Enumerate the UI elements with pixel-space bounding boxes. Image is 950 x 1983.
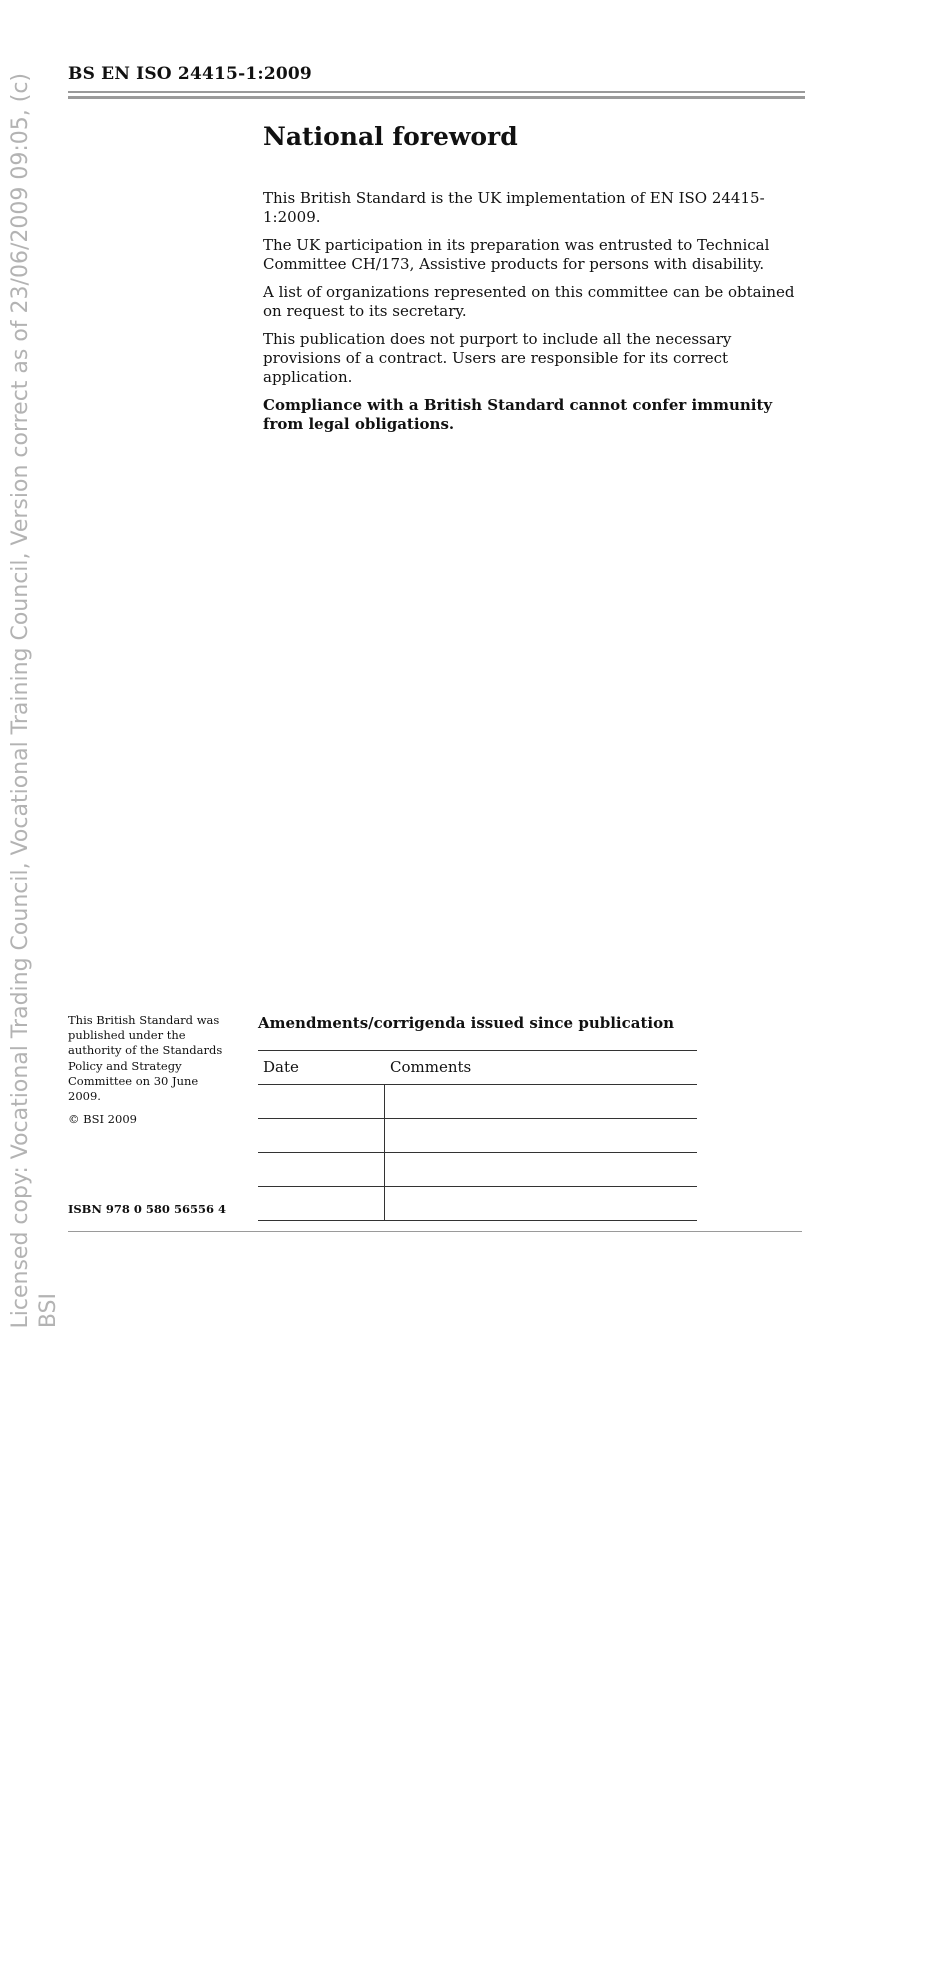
foreword-body bbox=[263, 189, 803, 443]
foreword-paragraph: A list of organizations represented on this committee can be obtained on request to its secretary. bbox=[263, 283, 795, 320]
publication-note bbox=[68, 1013, 233, 1135]
foreword-paragraph: The UK participation in its preparation was entrusted to Technical Committee CH/173, Assistive products for persons with disability. bbox=[263, 236, 770, 273]
date-cell bbox=[258, 1187, 385, 1220]
comments-cell bbox=[385, 1085, 697, 1118]
footer-rule bbox=[68, 1231, 802, 1232]
publication-authority-text: This British Standard was published under the authority of the Standards Policy and Strategy Committee on 30 June 2009. bbox=[68, 1013, 223, 1104]
amendments-body bbox=[258, 1085, 697, 1221]
table-row bbox=[258, 1187, 697, 1221]
copyright-text: © BSI 2009 bbox=[68, 1112, 137, 1127]
table-row bbox=[258, 1119, 697, 1153]
foreword-paragraph: This publication does not purport to include all the necessary provisions of a contract. Users are responsible for its correct application. bbox=[263, 330, 732, 386]
column-header-date: Date bbox=[263, 1058, 299, 1076]
table-row bbox=[258, 1085, 697, 1119]
license-watermark bbox=[6, 18, 62, 1328]
date-cell bbox=[258, 1153, 385, 1186]
document-id: BS EN ISO 24415-1:2009 bbox=[68, 64, 312, 84]
isbn: ISBN 978 0 580 56556 4 bbox=[68, 1202, 226, 1216]
comments-cell bbox=[385, 1153, 697, 1186]
amendments-table bbox=[258, 1050, 697, 1221]
header-rule bbox=[68, 91, 805, 93]
table-row bbox=[258, 1153, 697, 1187]
column-header-comments: Comments bbox=[390, 1058, 472, 1076]
amendments-title: Amendments/corrigenda issued since publication bbox=[258, 1014, 674, 1032]
header-rule-thick bbox=[68, 96, 805, 99]
comments-cell bbox=[385, 1119, 697, 1152]
comments-cell bbox=[385, 1187, 697, 1220]
foreword-paragraph: This British Standard is the UK implementation of EN ISO 24415-1:2009. bbox=[263, 189, 765, 226]
legal-compliance-statement: Compliance with a British Standard cannot confer immunity from legal obligations. bbox=[263, 396, 773, 433]
amendments-header-row bbox=[258, 1050, 697, 1085]
date-cell bbox=[258, 1085, 385, 1118]
watermark-line-2: BSI bbox=[36, 1292, 61, 1328]
watermark-line-1: Licensed copy: Vocational Trading Council, Vocational Training Council, Version correct as of 23/06/2009 09:05, (c) bbox=[8, 72, 33, 1328]
date-cell bbox=[258, 1119, 385, 1152]
page-title: National foreword bbox=[263, 122, 518, 151]
